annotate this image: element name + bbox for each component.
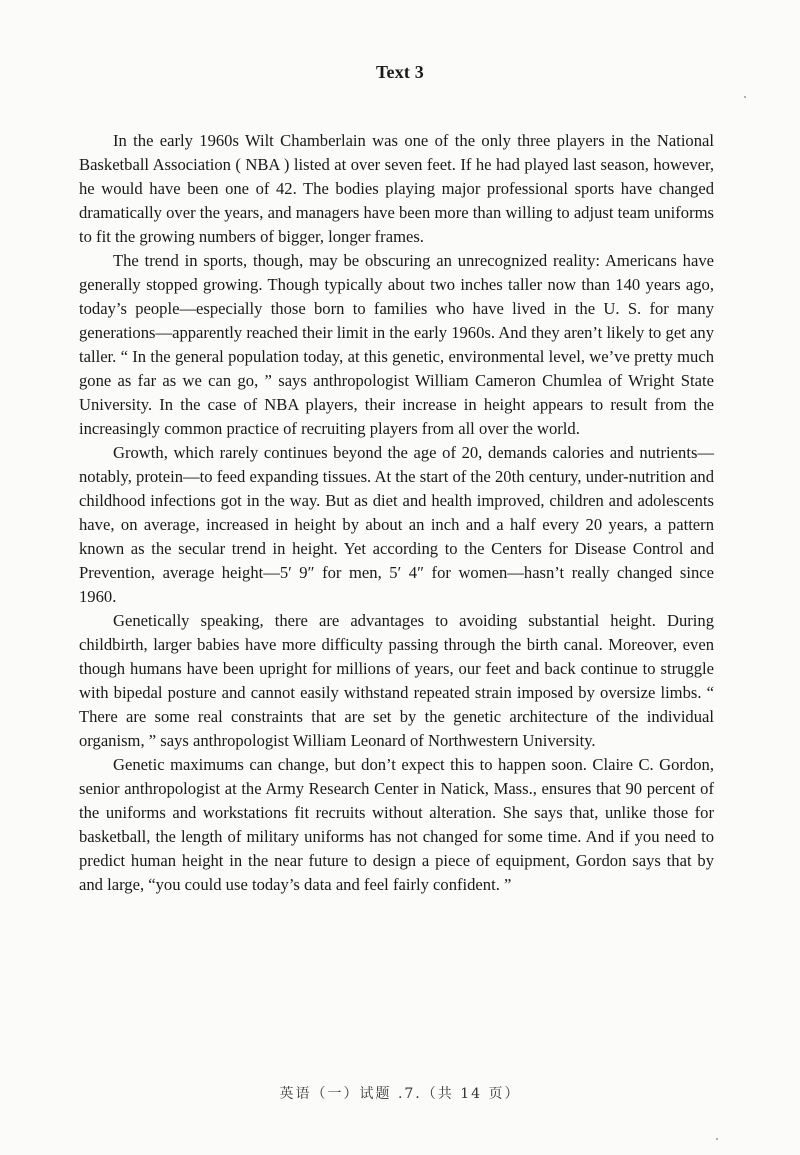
scan-speck (716, 1138, 718, 1140)
section-title: Text 3 (375, 62, 425, 82)
scan-speck (744, 96, 746, 98)
paragraph-5: Genetic maximums can change, but don’t expect this to happen soon. Claire C. Gordon, senior anthropologist at the Army Research Center in Natick, Mass., ensures that 90 percent of the uniforms and workstations fit recruits without alteration. She says that, unlike those for basketball, the length of military uniforms has not changed for some time. And if you need to predict human height in the near future to design a piece of equipment, Gordon says that by and large, “you could use today’s data and feel fairly confident. ” (79, 755, 714, 894)
page-footer: 英语（一）试题 .7.（共 14 页） (279, 1086, 521, 1102)
passage-body (79, 129, 714, 897)
paragraph-1: In the early 1960s Wilt Chamberlain was one of the only three players in the National Basketball Association ( NBA ) listed at over seven feet. If he had played last season, however, he would have been one of 42. The bodies playing major professional sports have changed dramatically over the years, and managers have been more than willing to adjust team uniforms to fit the growing numbers of bigger, longer frames. (79, 131, 714, 246)
paragraph-4: Genetically speaking, there are advantages to avoiding substantial height. During childbirth, larger babies have more difficulty passing through the birth canal. Moreover, even though humans have been upright for millions of years, our feet and back continue to struggle with bipedal posture and cannot easily withstand repeated strain imposed by oversize limbs. “ There are some real constraints that are set by the genetic architecture of the individual organism, ” says anthropologist William Leonard of Northwestern University. (79, 611, 714, 750)
paragraph-3: Growth, which rarely continues beyond the age of 20, demands calories and nutrients—notably, protein—to feed expanding tissues. At the start of the 20th century, under-nutrition and childhood infections got in the way. But as diet and health improved, children and adolescents have, on average, increased in height by about an inch and a half every 20 years, a pattern known as the secular trend in height. Yet according to the Centers for Disease Control and Prevention, average height—5′ 9″ for men, 5′ 4″ for women—hasn’t really changed since 1960. (79, 443, 714, 606)
paragraph-2: The trend in sports, though, may be obscuring an unrecognized reality: Americans have generally stopped growing. Though typically about two inches taller now than 140 years ago, today’s people—especially those born to families who have lived in the U. S. for many generations—apparently reached their limit in the early 1960s. And they aren’t likely to get any taller. “ In the general population today, at this genetic, environmental level, we’ve pretty much gone as far as we can go, ” says anthropologist William Cameron Chumlea of Wright State University. In the case of NBA players, their increase in height appears to result from the increasingly common practice of recruiting players from all over the world. (79, 251, 714, 438)
